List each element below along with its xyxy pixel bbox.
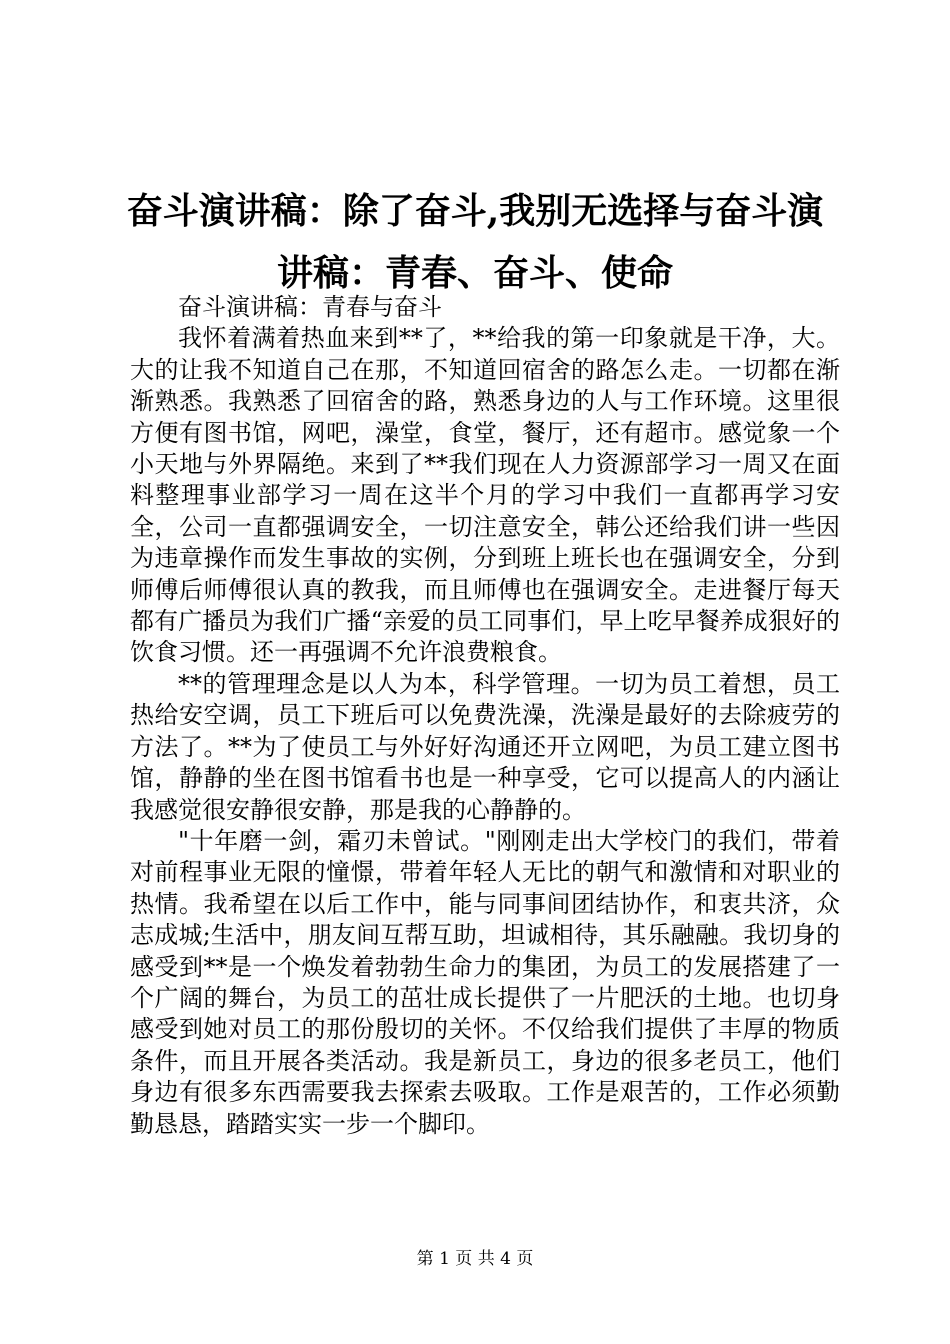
paragraph-1: 我怀着满着热血来到**了，**给我的第一印象就是干净，大。大的让我不知道自己在那，不知道回宿舍的路怎么走。一切都在渐渐熟悉。我熟悉了回宿舍的路，熟悉身边的人与工作环境。这里很方便有图书馆，网吧，澡堂，食堂，餐厅，还有超市。感觉象一个小天地与外界隔绝。来到了**我们现在人力资源部学习一周又在面料整理事业部学习一周在这半个月的学习中我们一直都再学习安全，公司一直都强调安全，一切注意安全，韩公还给我们讲一些因为违章操作而发生事故的实例，分到班上班长也在强调安全，分到师傅后师傅很认真的教我，而且师傅也在强调安全。走进餐厅每天都有广播员为我们广播“亲爱的员工同事们，早上吃早餐养成狠好的饮食习惯。还一再强调不允许浪费粮食。 bbox=[130, 324, 840, 667]
document-body bbox=[130, 292, 840, 1140]
page-number: 第 1 页 共 4 页 bbox=[416, 1249, 534, 1269]
paragraph-2: **的管理理念是以人为本，科学管理。一切为员工着想，员工热给安空调，员工下班后可以免费洗澡，洗澡是最好的去除疲劳的方法了。**为了使员工与外好好沟通还开立网吧，为员工建立图书馆，静静的坐在图书馆看书也是一种享受，它可以提高人的内涵让我感觉很安静很安静，那是我的心静静的。 bbox=[130, 669, 840, 824]
paragraph-3: "十年磨一剑，霜刃未曾试。"刚刚走出大学校门的我们，带着对前程事业无限的憧憬，带着年轻人无比的朝气和激情和对职业的热情。我希望在以后工作中，能与同事间团结协作，和衷共济，众志成城;生活中，朋友间互帮互助，坦诚相待，其乐融融。我切身的感受到**是一个焕发着勃勃生命力的集团，为员工的发展搭建了一个广阔的舞台，为员工的茁壮成长提供了一片肥沃的土地。也切身感受到她对员工的那份殷切的关怀。不仅给我们提供了丰厚的物质条件，而且开展各类活动。我是新员工，身边的很多老员工，他们身边有很多东西需要我去探索去吸取。工作是艰苦的，工作必须勤勤恳恳，踏踏实实一步一个脚印。 bbox=[130, 826, 840, 1138]
document-title: 奋斗演讲稿：除了奋斗,我别无选择与奋斗演讲稿：青春、奋斗、使命 bbox=[126, 190, 824, 294]
section-heading: 奋斗演讲稿：青春与奋斗 bbox=[178, 293, 442, 321]
